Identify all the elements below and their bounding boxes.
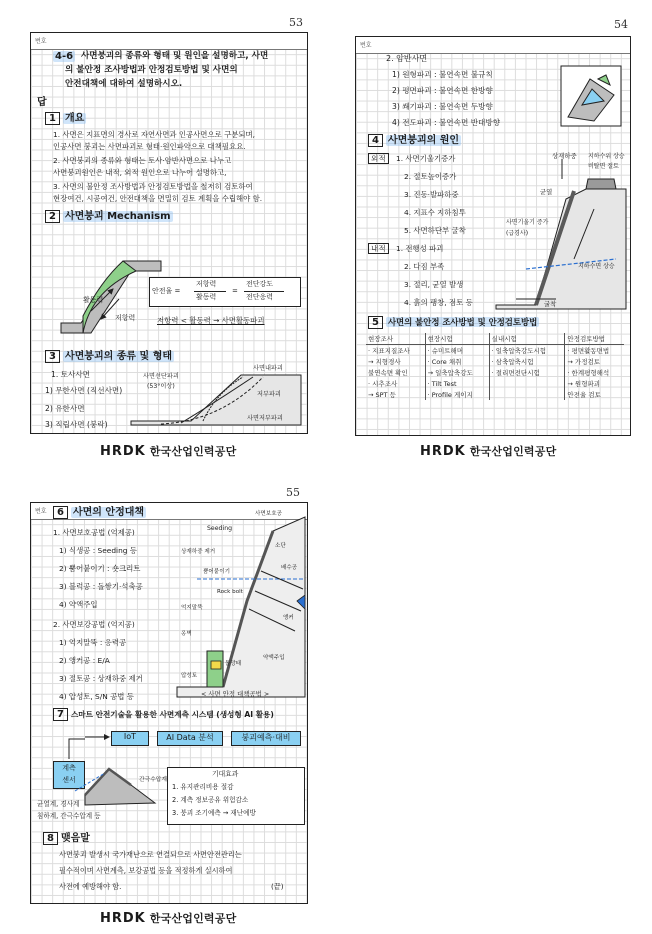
- sheet-header: [31, 33, 307, 50]
- external-cause-2: 2. 절토높이증가: [404, 172, 457, 181]
- table-cell: · 삼축압축시험: [489, 356, 565, 367]
- overview-line-5: 3. 사면의 불안정 조사방법과 안정검토방법을 철저히 검토하여: [53, 182, 253, 191]
- fig-label-water: 지하수면 상승: [578, 263, 615, 270]
- protection-item-3: 3) 블럭공 : 돌쌓기·석축공: [59, 582, 143, 591]
- table-row: [366, 345, 624, 357]
- table-cell: · 일축압축강도시험: [489, 345, 565, 357]
- table-row: [366, 389, 624, 400]
- table-cell: → SPT 등: [368, 391, 396, 399]
- rock-failure-3: 3) 쐐기파괴 : 불연속면 두방향: [392, 102, 493, 111]
- sheet-header: [356, 37, 630, 54]
- fig6-label-rockbolt: Rock bolt: [217, 589, 243, 595]
- external-cause-4: 4. 지표수 지하침투: [404, 208, 466, 217]
- external-cause-1: 1. 사면기울기증가: [396, 154, 456, 163]
- fig6-label-drainage: 배수공: [281, 565, 298, 571]
- fig6-label-bench: 소단: [275, 543, 286, 549]
- table-cell: 불연속면 확인: [368, 369, 408, 377]
- fig-label-surcharge: 상재하중: [552, 152, 577, 160]
- table-row: [366, 356, 624, 367]
- fig6-label-seeding: Seeding: [207, 525, 233, 532]
- external-cause-5: 5. 사면하단부 굴착: [404, 226, 466, 235]
- monitoring-figure: [45, 729, 165, 809]
- gauge-label: 간극수압계: [139, 777, 167, 783]
- protection-item-2: 2) 뿜어붙이기 : 숏크리트: [59, 564, 141, 573]
- label-base-failure: 저부파괴: [257, 391, 281, 398]
- slope-type-1: 1) 무한사면 (직선사면): [45, 386, 123, 395]
- table-cell: [489, 389, 565, 400]
- margin-label: 번호: [360, 42, 372, 49]
- end-mark: (끝): [271, 882, 284, 891]
- internal-cause-1: 1. 전행성 파괴: [396, 244, 444, 253]
- table-cell: → 가정검토: [565, 356, 624, 367]
- question-line-3: 안전대책에 대하여 설명하시오.: [65, 79, 183, 89]
- answer-label: 답: [37, 97, 47, 108]
- note-sheet-54: [355, 36, 631, 436]
- reinforcement-item-3: 3) 절토공 : 상재하중 제거: [59, 674, 143, 683]
- external-cause-3: 3. 진동·발파하중: [404, 190, 459, 199]
- rock-slope-heading: 2. 암반사면: [386, 54, 428, 63]
- label-slope-failure: 사면내파괴: [253, 365, 283, 372]
- reinforcement-item-4: 4) 압성토, S/N 공법 등: [59, 692, 134, 701]
- table-cell: · 절리면전단시험: [489, 367, 565, 378]
- slope-type-3: 3) 직립사면 (붕락): [45, 420, 108, 429]
- sensors-caption-2: 침하계, 간극수압계 등: [37, 812, 101, 820]
- fig6-label-shotcrete: 뿜어붙이기: [203, 569, 231, 575]
- footer-logo-55: HRDK 한국산업인력공단: [100, 911, 237, 926]
- reinforcement-item-1: 1) 억지말뚝 : 응력공: [59, 638, 127, 647]
- rock-failure-2: 2) 평면파괴 : 불연속면 한방향: [392, 86, 493, 95]
- fig6-label-protection: 사면보호공: [255, 511, 283, 517]
- reinforcement-item-2: 2) 앵커공 : E/A: [59, 656, 110, 665]
- section-7-title: 7 스마트 안전기술을 활용한 사면계측 시스템 (생성형 AI 활용): [53, 709, 274, 720]
- safety-factor-formula: 안전율 = 저항력 활동력 = 전단강도 전단응력: [149, 277, 301, 307]
- section-4-title: 4 사면붕괴의 원인: [368, 135, 461, 146]
- table-header: 현장시험: [425, 333, 489, 345]
- overview-line-3: 2. 사면붕괴의 종류와 형태는 토사·암반사면으로 나누고: [53, 156, 232, 165]
- note-sheet-53: [30, 32, 308, 434]
- mechanism-figure: [61, 261, 161, 341]
- page-number-53: 53: [289, 16, 303, 29]
- table-row: [366, 378, 624, 389]
- flow-box-ai: AI Data 분석: [157, 731, 223, 746]
- overview-line-1: 1. 사면은 지표면의 경사로 자연사면과 인공사면으로 구분되며,: [53, 130, 255, 139]
- conclusion-line-1: 사면붕괴 발생시 국가재난으로 연결되므로 사면안전관리는: [59, 850, 242, 859]
- table-header: 현장조사: [366, 333, 425, 345]
- fig6-label-gabion: 돌망태: [225, 661, 242, 667]
- protection-heading: 1. 사면보호공법 (억제공): [53, 528, 135, 537]
- reinforcement-heading: 2. 사면보강공법 (억지공): [53, 620, 135, 629]
- flow-box-iot: IoT: [111, 731, 149, 746]
- section-2-title: 2 사면붕괴 Mechanism: [45, 211, 173, 222]
- fig-label-cut: 비탈면 절토: [588, 163, 619, 170]
- label-toe-failure: 사면선단파괴: [143, 373, 179, 380]
- fig6-caption: < 사면 안정 대책공법 >: [201, 690, 270, 698]
- internal-cause-4: 4. 흙의 팽창, 점토 등: [404, 298, 473, 307]
- fig-label-steep: 사면기울기 증가 (급경사): [506, 219, 549, 237]
- fig-label-excavation: 굴착: [544, 300, 557, 308]
- footer-logo-54: HRDK 한국산업인력공단: [420, 444, 557, 459]
- table-header: 안정검토방법: [565, 333, 624, 345]
- section-3-title: 3 사면붕괴의 종류 및 형태: [45, 351, 174, 362]
- page-number-55: 55: [286, 486, 300, 499]
- label-angle: (53°이상): [147, 383, 175, 390]
- table-cell: · Profile 게이지: [425, 389, 489, 400]
- table-header: 실내시험: [489, 333, 565, 345]
- internal-cause-label: 내적: [368, 243, 389, 254]
- overview-line-6: 현장여건, 시공여건, 안전대책을 면밀히 검토 계획을 수립해야 함.: [53, 194, 263, 203]
- rock-failure-1: 1) 원형파괴 : 불연속면 불규칙: [392, 70, 493, 79]
- table-header-row: [366, 333, 624, 345]
- question-number: 4-6: [55, 51, 74, 62]
- fig-label-crack: 균열: [540, 188, 553, 196]
- section-5-title: 5 사면의 불안정 조사방법 및 안정검토방법: [368, 317, 539, 328]
- label-deep-failure: 사면저부파괴: [247, 415, 283, 422]
- table-cell: [489, 378, 565, 389]
- table-cell: → 일축압축강도: [425, 367, 489, 378]
- mechanism-note: 저항력 < 활동력 → 사면활동파괴: [157, 316, 265, 325]
- expected-effects-box: 기대효과 1. 유지관리비용 절감 2. 계측 정보공유 위험감소 3. 붕괴 조기예측 → 재난예방: [167, 767, 305, 825]
- sensors-caption-1: 균열계, 경사계: [37, 800, 80, 808]
- conclusion-line-3: 사전에 예방해야 함.: [59, 882, 122, 891]
- overview-line-4: 사면붕괴원인은 내적, 외적 원인으로 나누어 설명하고,: [53, 168, 227, 177]
- table-cell: → 지형경사: [368, 358, 401, 366]
- footer-logo-53: HRDK 한국산업인력공단: [100, 444, 237, 459]
- table-row: [366, 367, 624, 378]
- question-line-2: 의 불안정 조사방법과 안정검토방법 및 사면의: [65, 65, 238, 75]
- table-cell: · Tilt Test: [425, 378, 489, 389]
- margin-label: 번호: [35, 508, 47, 515]
- fig6-label-surcharge: 상재하중 제거: [181, 549, 216, 555]
- fig6-label-pile: 억지말뚝: [181, 605, 203, 611]
- question-line-1: 사면붕괴의 종류와 형태 및 원인을 설명하고, 사면: [81, 51, 269, 61]
- flow-box-prediction: 붕괴예측·대비: [231, 731, 301, 746]
- investigation-table: [366, 333, 624, 400]
- table-cell: · 지표지질조사: [368, 347, 410, 355]
- table-cell: · 슈미트해머: [425, 345, 489, 357]
- fig6-label-anchor: 앵커: [283, 615, 294, 621]
- section-1-title: 1 개요: [45, 113, 86, 124]
- margin-label: 번호: [35, 38, 47, 45]
- fig-label-gw-rise: 지하수위 상승: [588, 153, 625, 160]
- rock-failure-4: 4) 전도파괴 : 불연속면 반대방향: [392, 118, 501, 127]
- page-number-54: 54: [614, 18, 628, 31]
- fig6-label-retaining-wall: 옹벽: [181, 631, 192, 637]
- sensor-box: 계측 센서: [53, 761, 85, 789]
- slope-type-2: 2) 유한사면: [45, 404, 85, 413]
- table-cell: → 원형파괴: [565, 378, 624, 389]
- external-cause-label: 외적: [368, 153, 389, 164]
- table-cell: · 한계평형해석: [565, 367, 624, 378]
- soil-slope-heading: 1. 토사사면: [51, 370, 91, 379]
- table-cell: · Core 채취: [425, 356, 489, 367]
- table-cell: · 시추조사: [368, 380, 398, 388]
- note-sheet-55: [30, 502, 308, 904]
- internal-cause-2: 2. 다짐 부족: [404, 262, 445, 271]
- table-cell: · 평면활동면법: [565, 345, 624, 357]
- section-8-title: 8 맺음말: [43, 833, 90, 844]
- conclusion-line-2: 필수적이며 사면계측, 보강공법 등을 적정하게 실시하여: [59, 866, 233, 875]
- table-cell: 안전율 검토: [565, 389, 624, 400]
- fig6-label-counterweight: 압성토: [181, 673, 198, 679]
- protection-item-1: 1) 식생공 : Seeding 등: [59, 546, 137, 555]
- protection-item-4: 4) 약액주입: [59, 600, 98, 609]
- wedge-failure-figure: [560, 65, 622, 127]
- section-6-title: 6 사면의 안정대책: [53, 507, 146, 518]
- label-resisting-force: 저항력: [115, 314, 136, 322]
- internal-cause-3: 3. 절리, 균열 발생: [404, 280, 464, 289]
- fig6-label-grouting: 약액주입: [263, 655, 285, 661]
- label-sliding-force: 활동력: [83, 296, 104, 304]
- overview-line-2: 인공사면 붕괴는 사면파괴로 형태·원인파악으로 대책필요요.: [53, 142, 246, 151]
